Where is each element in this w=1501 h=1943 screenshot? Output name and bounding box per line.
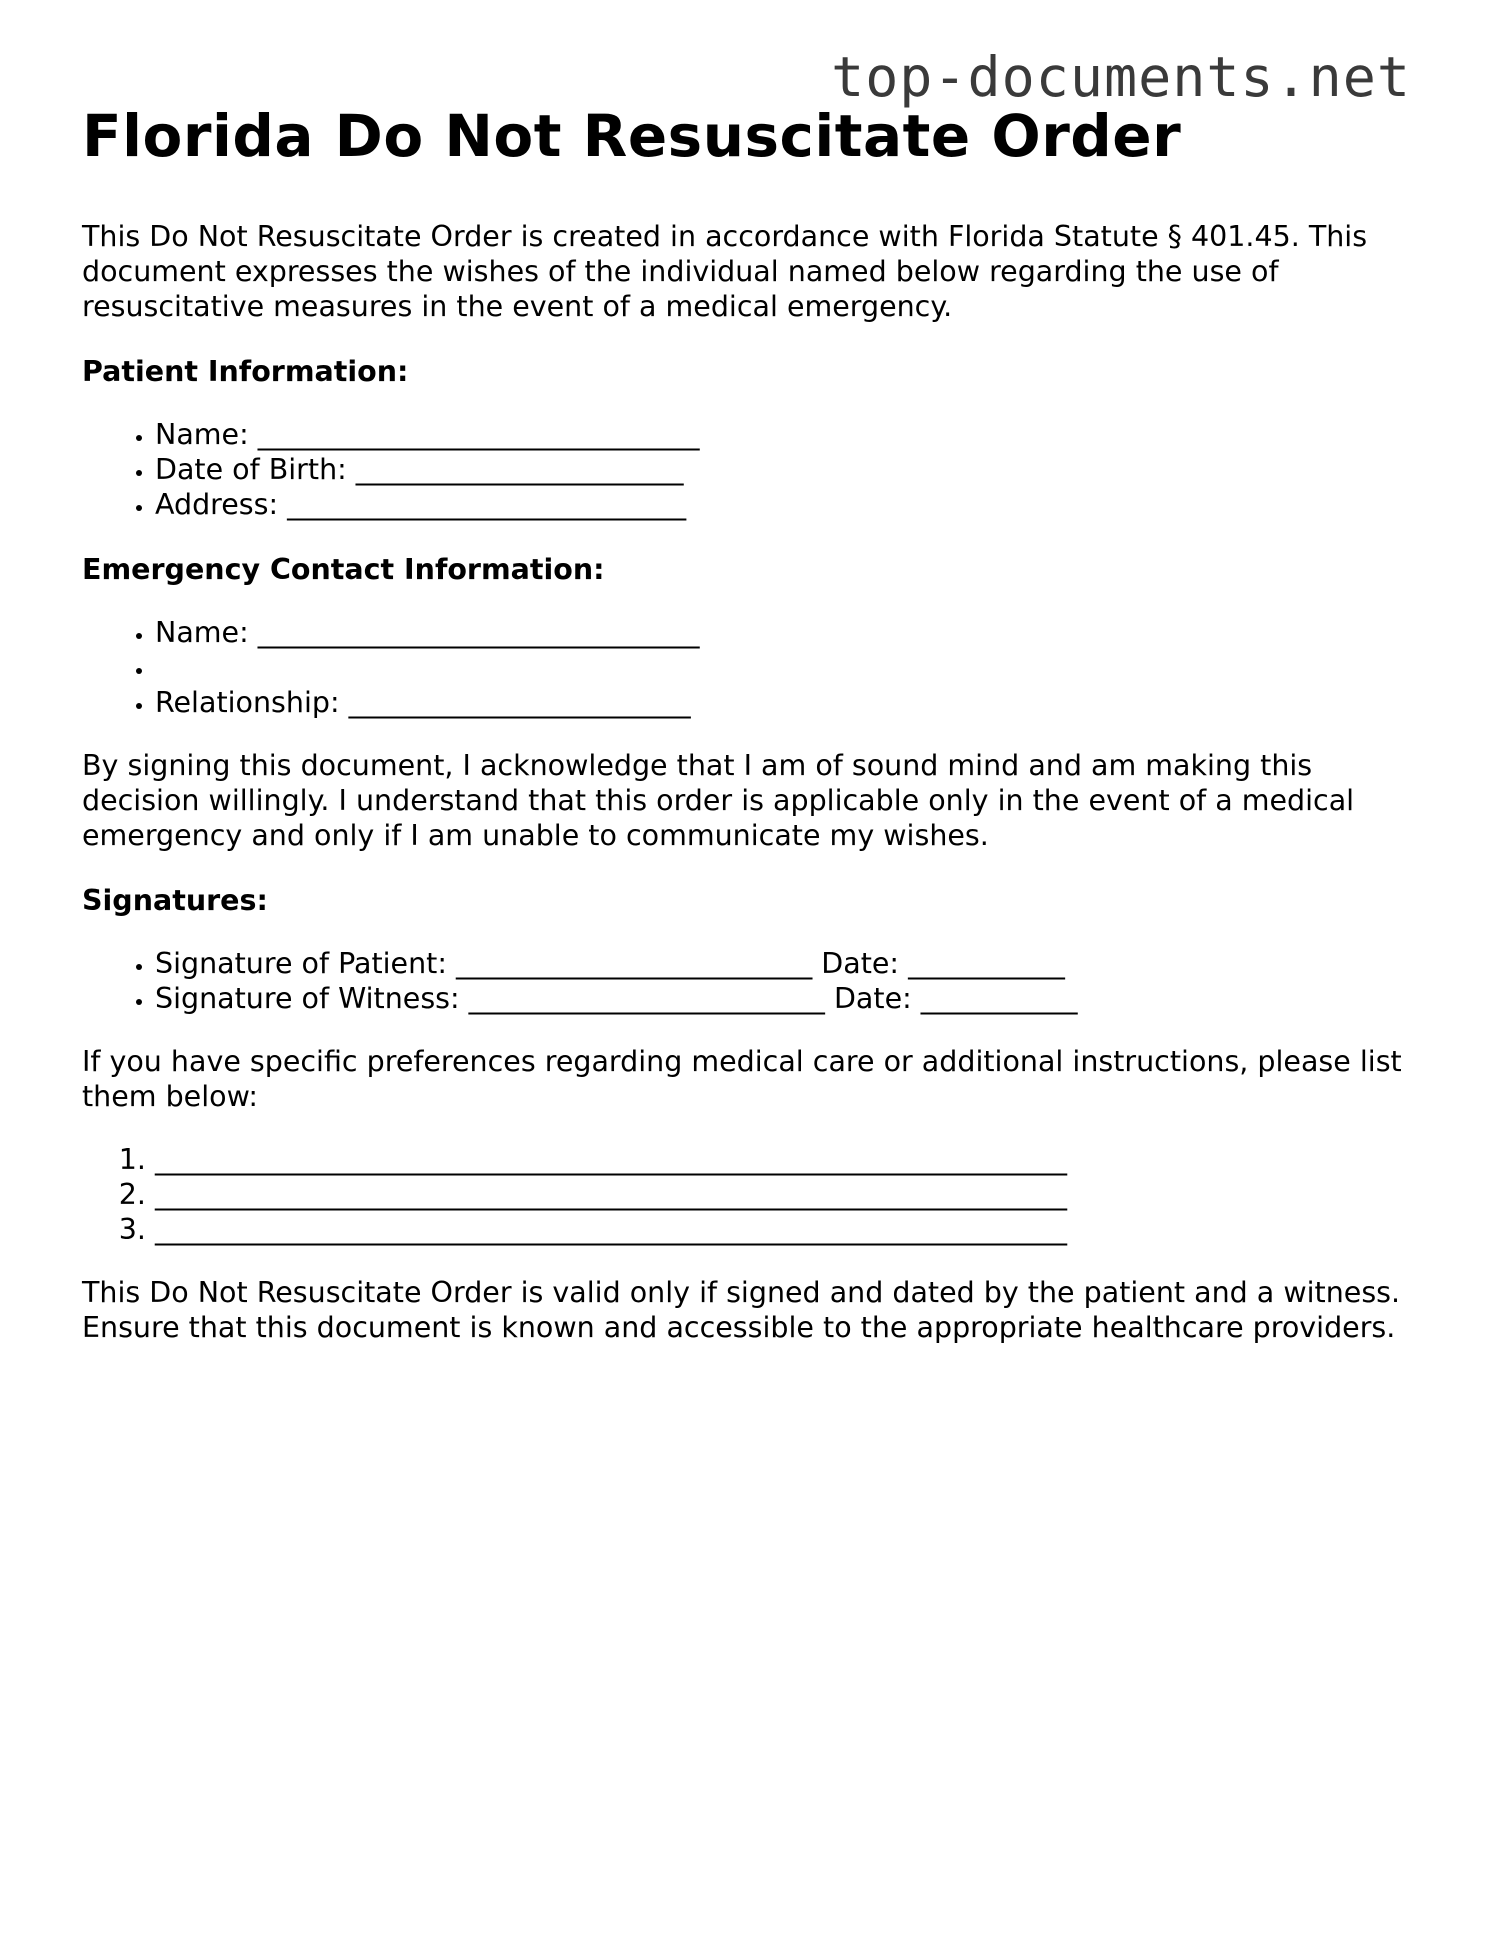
emergency-contact-heading: Emergency Contact Information: — [82, 552, 605, 586]
emergency-contact-list — [82, 615, 1422, 720]
patient-name-label: Name: _______________________________ — [155, 417, 700, 451]
preference-line-2-blank: ________________________________________________________________ — [155, 1177, 1067, 1211]
preference-line-3[interactable] — [155, 1212, 1422, 1247]
document-title: Florida Do Not Resuscitate Order — [82, 102, 1182, 170]
emergency-relationship-field[interactable] — [155, 685, 1422, 720]
emergency-name-label: Name: _______________________________ — [155, 615, 700, 649]
preference-line-1-blank: ________________________________________________________________ — [155, 1142, 1067, 1176]
closing-paragraph: This Do Not Resuscitate Order is valid only if signed and dated by the patient and a witness. Ensure that this document is known and accessible to the appropriate healthcare providers. — [82, 1275, 1401, 1344]
signatures-heading: Signatures: — [82, 883, 268, 917]
document-page — [82, 102, 1422, 1345]
witness-signature-label: Signature of Witness: _________________________ Date: ___________ — [155, 981, 1078, 1015]
signatures-list — [82, 946, 1422, 1016]
watermark: top-documents.net — [831, 45, 1411, 109]
emergency-name-field[interactable] — [155, 615, 1422, 650]
preferences-list — [82, 1142, 1422, 1247]
patient-address-label: Address: ____________________________ — [155, 487, 687, 521]
patient-name-field[interactable] — [155, 417, 1422, 452]
patient-info-heading: Patient Information: — [82, 354, 409, 388]
intro-paragraph: This Do Not Resuscitate Order is created in accordance with Florida Statute § 401.45. This document expresses the wishes of the individual named below regarding the use of resuscitative measures in the event of a medical emergency. — [82, 219, 1368, 323]
acknowledgement-paragraph: By signing this document, I acknowledge that I am of sound mind and am making this decision willingly. I understand that this order is applicable only in the event of a medical emergency and only if I am unable to communicate my wishes. — [82, 748, 1355, 852]
preference-line-3-blank: ________________________________________________________________ — [155, 1212, 1067, 1246]
patient-dob-field[interactable] — [155, 452, 1422, 487]
patient-info-list — [82, 417, 1422, 522]
emergency-empty-item — [155, 650, 1422, 685]
patient-address-field[interactable] — [155, 487, 1422, 522]
patient-signature-label: Signature of Patient: _________________________ Date: ___________ — [155, 946, 1065, 980]
patient-dob-label: Date of Birth: _______________________ — [155, 452, 684, 486]
emergency-relationship-label: Relationship: ________________________ — [155, 685, 691, 719]
preference-line-2[interactable] — [155, 1177, 1422, 1212]
preference-line-1[interactable] — [155, 1142, 1422, 1177]
preferences-intro-paragraph: If you have specific preferences regarding medical care or additional instructions, please list them below: — [82, 1044, 1402, 1113]
patient-signature-field[interactable] — [155, 946, 1422, 981]
witness-signature-field[interactable] — [155, 981, 1422, 1016]
